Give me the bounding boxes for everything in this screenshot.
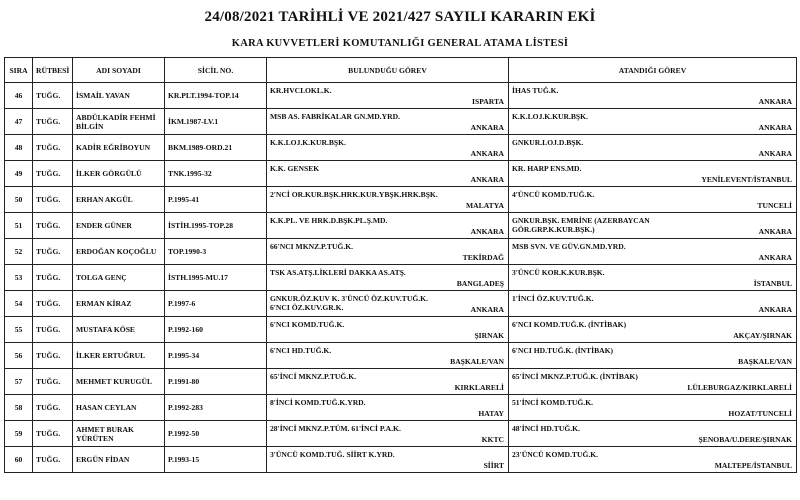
column-header-sira: SIRA (5, 58, 33, 83)
registry-number: İKM.1987-LV.1 (165, 109, 267, 135)
officer-name-cell (73, 265, 165, 291)
rank: TUĞG. (33, 83, 73, 109)
rank: TUĞG. (33, 395, 73, 421)
table-row (5, 135, 797, 161)
registry-number: P.1995-34 (165, 343, 267, 369)
current-duty-cell (267, 343, 509, 369)
officer-name-cell (73, 369, 165, 395)
officer-name-cell (73, 343, 165, 369)
current-duty-cell (267, 447, 509, 473)
new-duty-cell (509, 395, 797, 421)
table-body (5, 83, 797, 473)
row-number: 52 (5, 239, 33, 265)
table-row (5, 291, 797, 317)
new-duty: K.K.LOJ.K.KUR.BŞK. (512, 112, 588, 121)
officer-name-cell (73, 239, 165, 265)
registry-number: P.1991-80 (165, 369, 267, 395)
current-duty-cell (267, 265, 509, 291)
officer-name-cell (73, 447, 165, 473)
row-number: 59 (5, 421, 33, 447)
rank: TUĞG. (33, 109, 73, 135)
new-city: ŞENOBA/U.DERE/ŞIRNAK (698, 435, 792, 444)
current-city: BAŞKALE/VAN (450, 357, 504, 366)
table-row (5, 421, 797, 447)
table-row (5, 317, 797, 343)
officer-name: ERMAN KİRAZ (76, 299, 132, 308)
new-duty-cell (509, 343, 797, 369)
row-number: 57 (5, 369, 33, 395)
current-city: SİİRT (483, 461, 504, 470)
officer-name: İLKER ERTUĞRUL (76, 351, 146, 360)
officer-name: MUSTAFA KÖSE (76, 325, 135, 334)
current-duty-cell (267, 369, 509, 395)
officer-name-cell (73, 109, 165, 135)
new-city: BAŞKALE/VAN (738, 357, 792, 366)
new-duty: İHAS TUĞ.K. (512, 86, 559, 95)
current-duty: TSK AS.ATŞ.LİKLERİ DAKKA AS.ATŞ. (270, 268, 406, 277)
current-city: TEKİRDAĞ (462, 253, 504, 262)
current-duty: KR.HVCI.OKL.K. (270, 86, 332, 95)
rank: TUĞG. (33, 239, 73, 265)
new-duty-cell (509, 161, 797, 187)
current-duty: MSB AS. FABRİKALAR GN.MD.YRD. (270, 112, 401, 121)
rank: TUĞG. (33, 265, 73, 291)
current-duty: 3'ÜNCÜ KOMD.TUĞ. SİİRT K.YRD. (270, 450, 395, 459)
new-duty-cell (509, 109, 797, 135)
row-number: 49 (5, 161, 33, 187)
current-city: BANGLADEŞ (456, 279, 504, 288)
current-duty-cell (267, 317, 509, 343)
rank: TUĞG. (33, 187, 73, 213)
new-duty-cell (509, 83, 797, 109)
new-duty-cell (509, 447, 797, 473)
registry-number: TNK.1995-32 (165, 161, 267, 187)
officer-name-cell (73, 187, 165, 213)
officer-name-cell (73, 421, 165, 447)
officer-name-cell (73, 135, 165, 161)
new-duty-cell (509, 369, 797, 395)
new-city: ANKARA (758, 97, 792, 106)
registry-number: İSTH.1995-MU.17 (165, 265, 267, 291)
officer-name: ERHAN AKGÜL (76, 195, 133, 204)
new-duty-cell (509, 239, 797, 265)
row-number: 55 (5, 317, 33, 343)
rank: TUĞG. (33, 447, 73, 473)
row-number: 54 (5, 291, 33, 317)
new-duty: 4'ÜNCÜ KOMD.TUĞ.K. (512, 190, 595, 199)
current-duty-cell (267, 239, 509, 265)
officer-name: ENDER GÜNER (76, 221, 132, 230)
current-duty: 66'NCI MKNZ.P.TUĞ.K. (270, 242, 354, 251)
officer-name: İSMAİL YAVAN (76, 91, 130, 100)
new-duty: 6'NCI KOMD.TUĞ.K. (İNTİBAK) (512, 320, 627, 329)
officer-name-cell (73, 395, 165, 421)
column-header-name: ADI SOYADI (73, 58, 165, 83)
table-row (5, 161, 797, 187)
rank: TUĞG. (33, 317, 73, 343)
new-city: AKÇAY/ŞIRNAK (733, 331, 792, 340)
new-duty-cell (509, 291, 797, 317)
current-duty-cell (267, 421, 509, 447)
current-duty: 28'İNCİ MKNZ.P.TÜM. 61'İNCİ P.A.K. (270, 424, 401, 433)
officer-name: ABDÜLKADİR FEHMİ BİLGİN (76, 112, 156, 131)
current-duty-cell (267, 161, 509, 187)
new-duty-cell (509, 187, 797, 213)
row-number: 58 (5, 395, 33, 421)
new-duty-cell (509, 265, 797, 291)
table-row (5, 83, 797, 109)
appointment-table (4, 57, 797, 473)
column-header-new-duty: ATANDIĞI GÖREV (509, 58, 797, 83)
officer-name: HASAN CEYLAN (76, 403, 137, 412)
rank: TUĞG. (33, 213, 73, 239)
current-city: ANKARA (470, 305, 504, 314)
new-city: HOZAT/TUNCELİ (728, 409, 792, 418)
document-subtitle: KARA KUVVETLERİ KOMUTANLIĞI GENERAL ATAMA LİSTESİ (231, 38, 569, 49)
registry-number: BKM.1989-ORD.21 (165, 135, 267, 161)
officer-name-cell (73, 161, 165, 187)
column-header-sicil: SİCİL NO. (165, 58, 267, 83)
officer-name: AHMET BURAK YÜRÜTEN (76, 424, 134, 443)
new-city: ANKARA (758, 253, 792, 262)
registry-number: P.1993-15 (165, 447, 267, 473)
officer-name-cell (73, 317, 165, 343)
row-number: 51 (5, 213, 33, 239)
current-city: ŞIRNAK (474, 331, 504, 340)
new-duty: 6'NCI HD.TUĞ.K. (İNTİBAK) (512, 346, 614, 355)
current-duty: GNKUR.ÖZ.KUV K. 3'ÜNCÜ ÖZ.KUV.TUĞ.K. 6'NCI ÖZ.KUV.GR.K. (270, 294, 428, 312)
current-duty-cell (267, 135, 509, 161)
current-duty-cell (267, 83, 509, 109)
new-city: ANKARA (758, 123, 792, 132)
table-row (5, 239, 797, 265)
registry-number: İSTİH.1995-TOP.28 (165, 213, 267, 239)
new-duty: 51'İNCİ KOMD.TUĞ.K. (512, 398, 594, 407)
current-city: KIRKLARELİ (454, 383, 504, 392)
new-city: ANKARA (758, 305, 792, 314)
table-header-row (5, 58, 797, 83)
new-duty-cell (509, 135, 797, 161)
row-number: 47 (5, 109, 33, 135)
current-duty-cell (267, 291, 509, 317)
current-city: ANKARA (470, 123, 504, 132)
new-city: ANKARA (758, 227, 792, 236)
current-duty-cell (267, 395, 509, 421)
new-duty: MSB SVN. VE GÜV.GN.MD.YRD. (512, 242, 626, 251)
current-duty-cell (267, 213, 509, 239)
new-duty-cell (509, 421, 797, 447)
rank: TUĞG. (33, 369, 73, 395)
officer-name: MEHMET KURUGÜL (76, 377, 153, 386)
table-row (5, 395, 797, 421)
new-city: LÜLEBURGAZ/KIRKLARELİ (687, 383, 792, 392)
current-duty: 6'NCI HD.TUĞ.K. (270, 346, 332, 355)
current-city: MALATYA (466, 201, 504, 210)
table-row (5, 343, 797, 369)
table-row (5, 265, 797, 291)
officer-name: ERDOĞAN KOÇOĞLU (76, 247, 157, 256)
row-number: 60 (5, 447, 33, 473)
table-row (5, 213, 797, 239)
row-number: 53 (5, 265, 33, 291)
rank: TUĞG. (33, 421, 73, 447)
new-duty-cell (509, 317, 797, 343)
new-city: MALTEPE/İSTANBUL (714, 461, 792, 470)
new-duty: 3'ÜNCÜ KOR.K.KUR.BŞK. (512, 268, 605, 277)
registry-number: TOP.1990-3 (165, 239, 267, 265)
registry-number: KR.PLT.1994-TOP.14 (165, 83, 267, 109)
rank: TUĞG. (33, 343, 73, 369)
row-number: 48 (5, 135, 33, 161)
current-duty: 2'NCİ OR.KUR.BŞK.HRK.KUR.YBŞK.HRK.BŞK. (270, 190, 438, 199)
current-duty-cell (267, 187, 509, 213)
rank: TUĞG. (33, 291, 73, 317)
new-city: TUNCELİ (757, 201, 792, 210)
officer-name-cell (73, 213, 165, 239)
registry-number: P.1992-50 (165, 421, 267, 447)
table-row (5, 109, 797, 135)
current-duty: 65'İNCİ MKNZ.P.TUĞ.K. (270, 372, 357, 381)
rank: TUĞG. (33, 161, 73, 187)
current-city: ANKARA (470, 227, 504, 236)
current-duty: 6'NCI KOMD.TUĞ.K. (270, 320, 345, 329)
table-row (5, 447, 797, 473)
current-city: ANKARA (470, 149, 504, 158)
new-duty: 65'İNCİ MKNZ.P.TUĞ.K. (İNTİBAK) (512, 372, 638, 381)
document-title: 24/08/2021 TARİHLİ VE 2021/427 SAYILI KARARIN EKİ (204, 9, 596, 25)
new-city: İSTANBUL (753, 279, 792, 288)
current-duty: K.K.LOJ.K.KUR.BŞK. (270, 138, 346, 147)
rank: TUĞG. (33, 135, 73, 161)
officer-name-cell (73, 291, 165, 317)
new-duty-cell (509, 213, 797, 239)
registry-number: P.1995-41 (165, 187, 267, 213)
registry-number: P.1992-283 (165, 395, 267, 421)
officer-name-cell (73, 83, 165, 109)
current-duty-cell (267, 109, 509, 135)
new-duty: 23'ÜNCÜ KOMD.TUĞ.K. (512, 450, 599, 459)
current-city: ANKARA (470, 175, 504, 184)
new-duty: GNKUR.LOJ.D.BŞK. (512, 138, 584, 147)
new-duty: GNKUR.BŞK. EMRİNE (AZERBAYCAN GÖR.GRP.K.KUR.BŞK.) (512, 216, 650, 234)
officer-name: ERGÜN FİDAN (76, 455, 130, 464)
table-row (5, 187, 797, 213)
column-header-current-duty: BULUNDUĞU GÖREV (267, 58, 509, 83)
officer-name: TOLGA GENÇ (76, 273, 127, 282)
new-city: ANKARA (758, 149, 792, 158)
table-row (5, 369, 797, 395)
new-duty: 48'İNCİ HD.TUĞ.K. (512, 424, 580, 433)
row-number: 46 (5, 83, 33, 109)
new-duty: 1'İNCİ ÖZ.KUV.TUĞ.K. (512, 294, 594, 303)
current-city: KKTC (481, 435, 504, 444)
registry-number: P.1997-6 (165, 291, 267, 317)
officer-name: İLKER GÖRGÜLÜ (76, 169, 142, 178)
column-header-rutbe: RÜTBESİ (33, 58, 73, 83)
row-number: 56 (5, 343, 33, 369)
new-duty: KR. HARP ENS.MD. (512, 164, 582, 173)
registry-number: P.1992-160 (165, 317, 267, 343)
current-duty: K.K.PL. VE HRK.D.BŞK.PL.Ş.MD. (270, 216, 388, 225)
current-duty: 8'İNCİ KOMD.TUĞ.K.YRD. (270, 398, 366, 407)
current-duty: K.K. GENSEK (270, 164, 320, 173)
current-city: ISPARTA (472, 97, 504, 106)
new-city: YENİLEVENT/İSTANBUL (701, 175, 792, 184)
current-city: HATAY (478, 409, 504, 418)
row-number: 50 (5, 187, 33, 213)
officer-name: KADİR EĞRİBOYUN (76, 143, 151, 152)
